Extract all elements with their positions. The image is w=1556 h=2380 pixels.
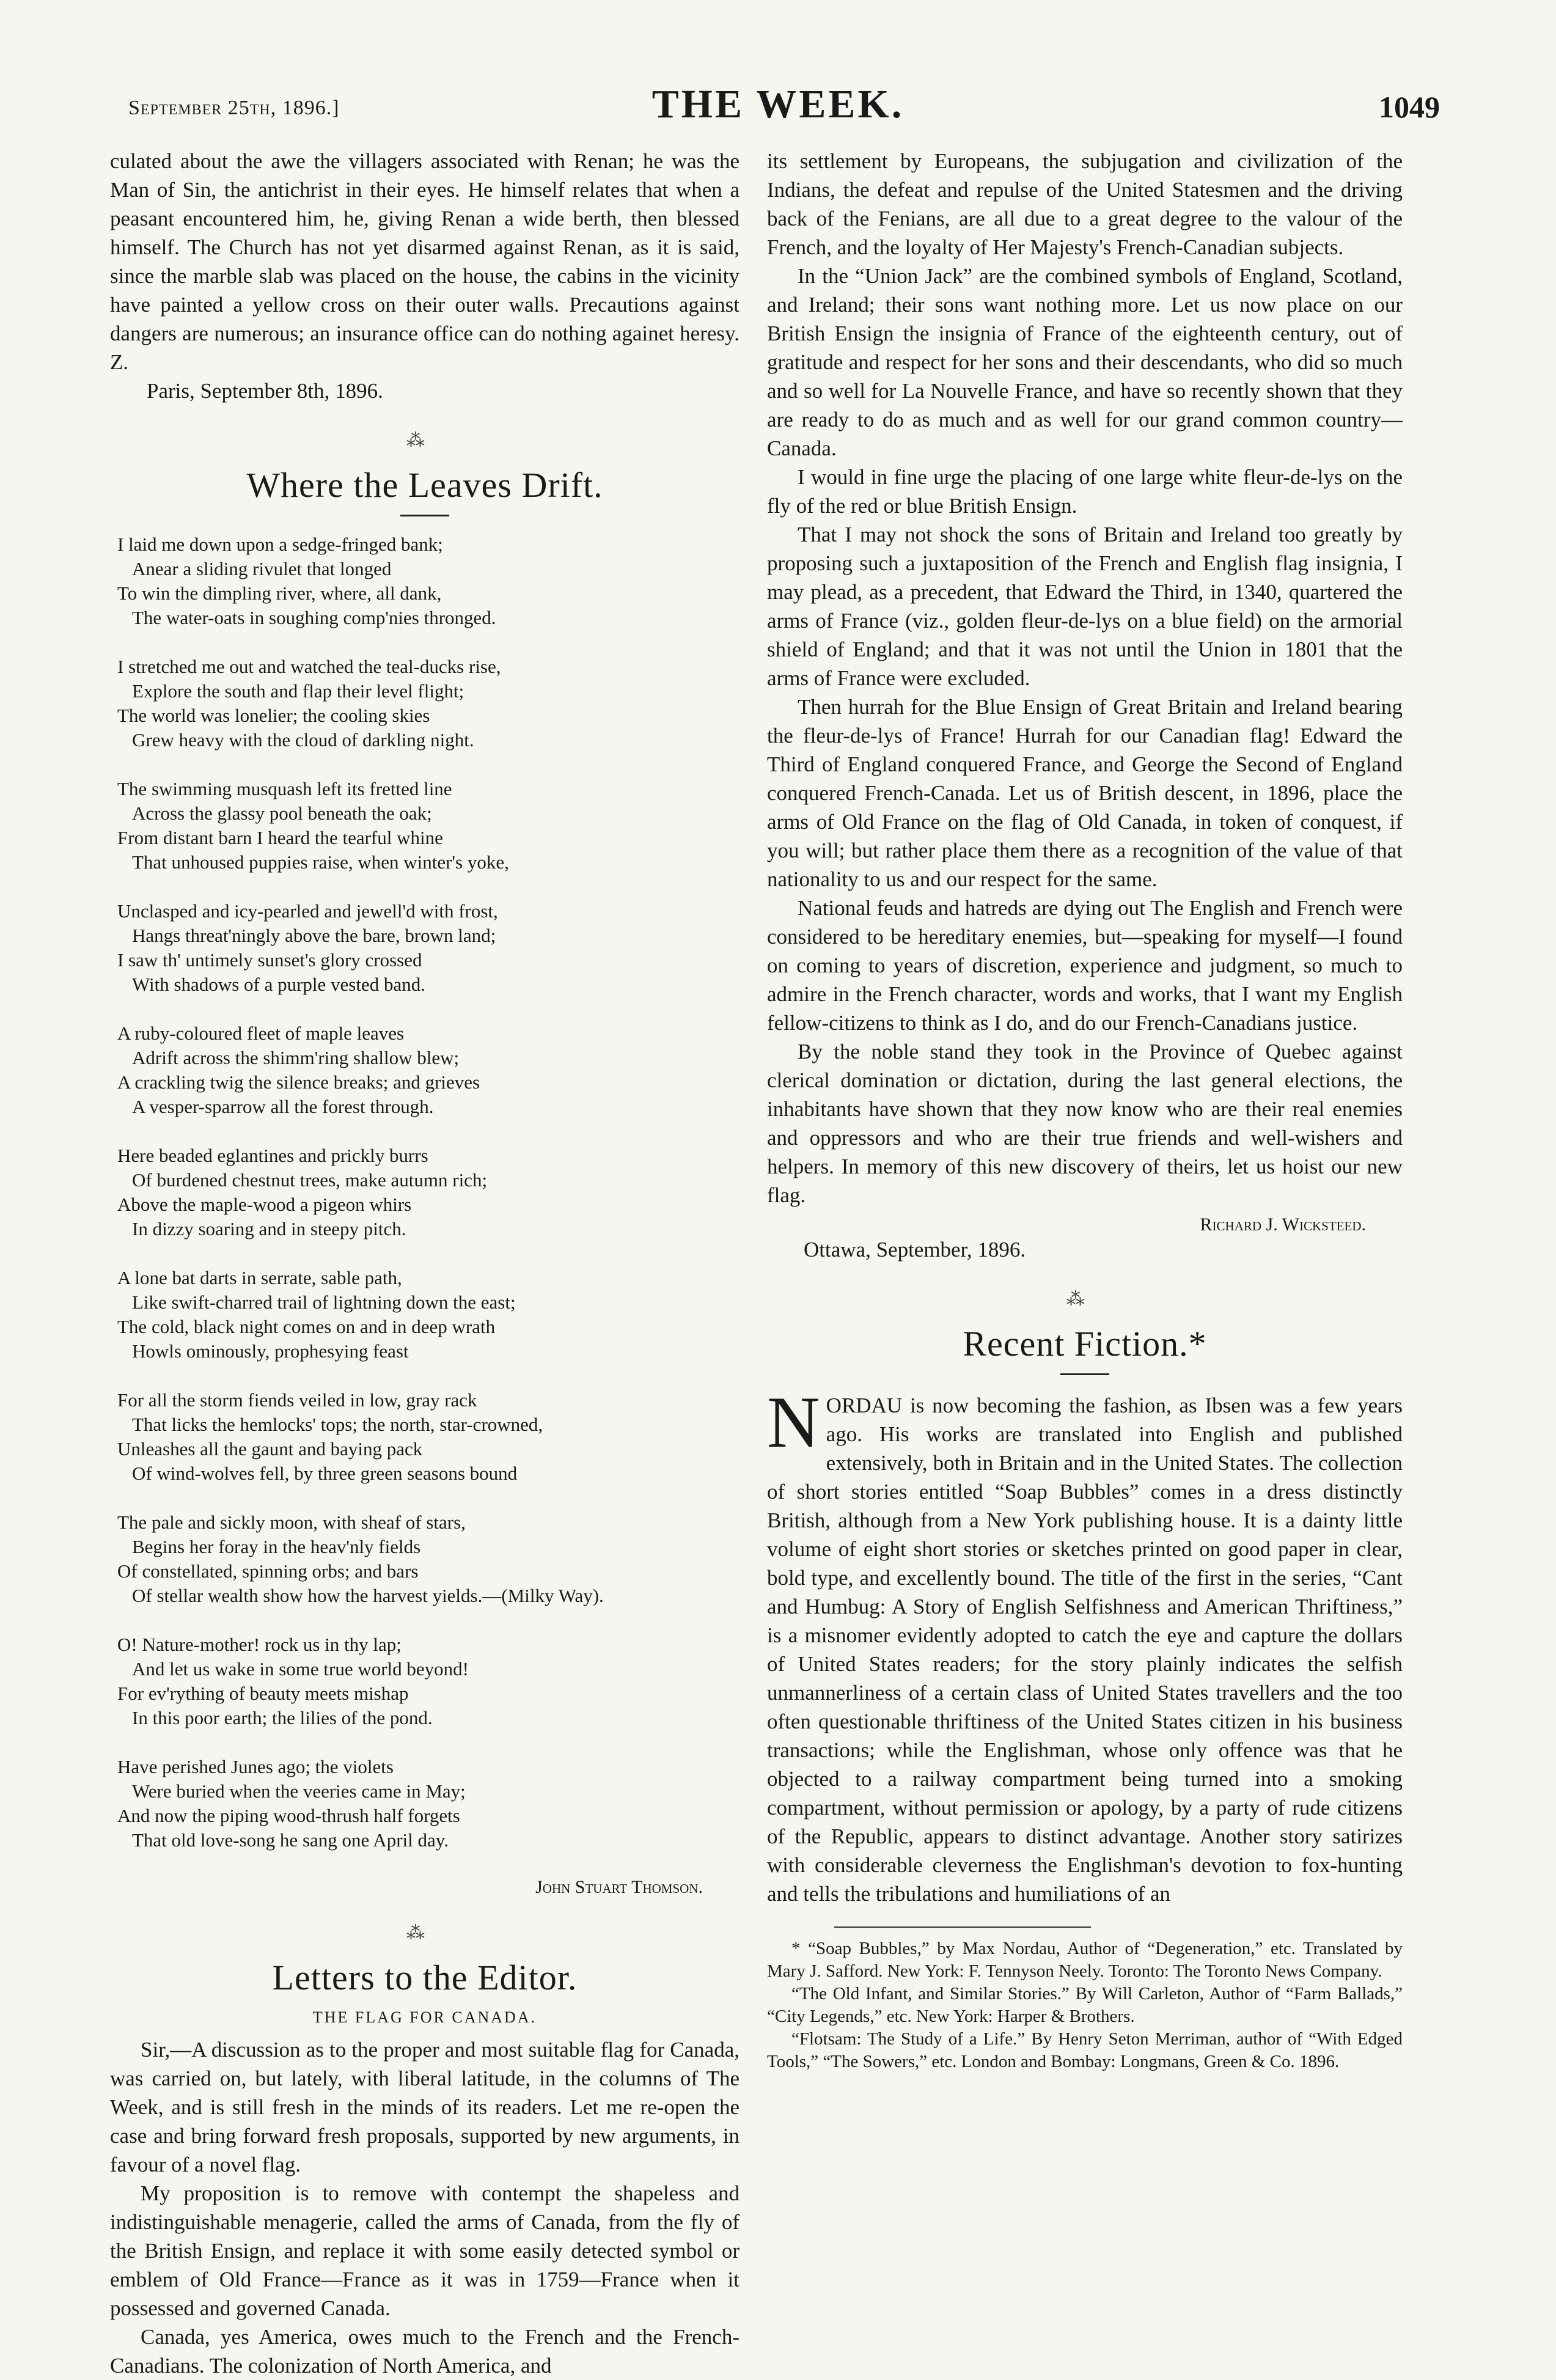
left-column bbox=[110, 147, 739, 2380]
letter-paragraph: My proposition is to remove with contempt the shapeless and indistinguishable menagerie, called the arms of Canada, from the fly of the British Ensign, and replace it with some easily detected symbol or emblem of Old France—France as it was in 1759—France when it possessed and governed Canada. bbox=[110, 2181, 739, 2320]
section-divider: ⁂ bbox=[406, 1923, 443, 1943]
poem-line: A ruby-coloured fleet of maple leaves bbox=[117, 1023, 405, 1044]
poem-line: A crackling twig the silence breaks; and grieves bbox=[117, 1071, 480, 1093]
poem-line: A vesper-sparrow all the forest through. bbox=[132, 1096, 434, 1117]
page-header bbox=[110, 78, 1446, 133]
poem-author: John Stuart Thomson. bbox=[535, 1877, 703, 1897]
poem-line: Were buried when the veeries came in May; bbox=[132, 1780, 466, 1802]
poem-line: The water-oats in soughing comp'nies thronged. bbox=[132, 607, 496, 628]
title-rule bbox=[400, 515, 449, 516]
poem-line: Adrift across the shimm'ring shallow blew; bbox=[132, 1047, 460, 1068]
footnote: “The Old Infant, and Similar Stories.” By Will Carleton, Author of “Farm Ballads,” “City Legends,” etc. New York: Harper & Brothers. bbox=[767, 1984, 1403, 2026]
poem-line: To win the dimpling river, where, all dank, bbox=[117, 582, 442, 604]
poem-line: A lone bat darts in serrate, sable path, bbox=[117, 1267, 402, 1288]
poem-line: In this poor earth; the lilies of the pond. bbox=[132, 1707, 433, 1728]
poem-line: Of wind-wolves fell, by three green seasons bound bbox=[132, 1463, 518, 1484]
intro-paragraph: culated about the awe the villagers associated with Renan; he was the Man of Sin, the antichrist in their eyes. He himself relates that when a peasant encountered him, he, giving Renan a wide berth, then blessed himself. The Church has not yet disarmed against Renan, as it is said, since the marble slab was placed on the house, the cabins in the vicinity have painted a yellow cross on their outer walls. Precautions against dangers are numerous; an insurance office can do nothing againet heresy. Z. bbox=[110, 149, 739, 374]
poem-line: Across the glassy pool beneath the oak; bbox=[132, 803, 432, 824]
poem-title: Where the Leaves Drift. bbox=[246, 465, 603, 505]
poem-line: Howls ominously, prophesying feast bbox=[132, 1340, 409, 1362]
poem-line: Of stellar wealth show how the harvest yields.—(Milky Way). bbox=[132, 1585, 604, 1606]
letter-signature: Richard J. Wicksteed. bbox=[1200, 1214, 1366, 1235]
page-number: 1049 bbox=[1379, 90, 1440, 124]
fiction-paragraph bbox=[767, 1381, 1403, 1908]
letter-paragraph: By the noble stand they took in the Province of Quebec against clerical domination or dictation, during the last general elections, the inhabitants have shown that they now know who are their real enemies and oppressors and who are their true friends and well-wishers and helpers. In memory of this new discovery of theirs, let us hoist our new flag. bbox=[767, 1040, 1403, 1207]
footnote: “Flotsam: The Study of a Life.” By Henry Seton Merriman, author of “With Edged Tools,” “The Sowers,” etc. London and Bombay: Longmans, Green & Co. 1896. bbox=[767, 2029, 1403, 2071]
letters-title: Letters to the Editor. bbox=[272, 1958, 578, 1997]
letter-paragraph: National feuds and hatreds are dying out The English and French were considered to be hereditary enemies, but—speaking for myself—I found on coming to years of discretion, experience and judgment, so much to admire in the French character, words and works, that I want my English fellow-citizens to think as I do, and do our French-Canadians justice. bbox=[767, 896, 1403, 1035]
masthead-title: THE WEEK. bbox=[651, 82, 905, 127]
fiction-text: ORDAU is now becoming the fashion, as Ibsen was a few years ago. His works are translated into English and published extensively, both in Britain and in the United States. The collection of short stories entitled “Soap Bubbles” comes in a dress distinctly British, although from a New York publishing house. It is a dainty little volume of eight short stories or sketches printed on good paper in clear, bold type, and excellently bound. The title of the first in the series, “Cant and Humbug: A Story of English Selfishness and American Thriftiness,” is a misnomer evidently adopted to catch the eye and capture the dollars of United States readers; for the story plainly indicates the selfish unmannerliness of a certain class of United States travellers and the too often questionable thriftiness of the United States citizen in his business transactions; while the Englishman, whose only offence was that he objected to a railway compartment being turned into a smoking compartment, without permission or apology, by a party of rude citizens of the Republic, appears to distinct advantage. Another story satirizes with considerable cleverness the Englishman's devotion to fox-hunting and tells the tribulations and humiliations of an bbox=[767, 1394, 1403, 1906]
title-rule bbox=[1060, 1373, 1109, 1375]
poem-stanza bbox=[117, 1633, 739, 1730]
poem-line: The swimming musquash left its fretted line bbox=[117, 778, 452, 799]
poem-stanza bbox=[117, 532, 739, 630]
letter-paragraph: Then hurrah for the Blue Ensign of Great Britain and Ireland bearing the fleur-de-lys of France! Hurrah for our Canadian flag! Edward the Third of England conquered France, and George the Second of England conquered French-Canada. Let us of British descent, in 1896, place the arms of Old France on the flag of Old Canada, in token of conquest, if you will; but rather place them there as a recognition of the value of that nationality to us and our respect for the same. bbox=[767, 695, 1403, 891]
letter-paragraph: I would in fine urge the placing of one large white fleur-de-lys on the fly of the red or blue British Ensign. bbox=[767, 465, 1403, 518]
paris-dateline: Paris, September 8th, 1896. bbox=[147, 379, 383, 403]
poem-line: Like swift-charred trail of lightning down the east; bbox=[132, 1291, 516, 1313]
header-date: September 25th, 1896.] bbox=[128, 97, 340, 119]
section-divider: ⁂ bbox=[406, 430, 443, 450]
poem-stanza bbox=[117, 1510, 739, 1608]
poem-line: Here beaded eglantines and prickly burrs bbox=[117, 1145, 428, 1166]
poem-line: That old love-song he sang one April day. bbox=[132, 1829, 449, 1851]
poem-stanza bbox=[117, 655, 739, 752]
poem-stanza bbox=[117, 1144, 739, 1241]
poem-line: The pale and sickly moon, with sheaf of stars, bbox=[117, 1511, 466, 1533]
poem-body bbox=[110, 532, 739, 1853]
poem-line: With shadows of a purple vested band. bbox=[132, 974, 426, 995]
poem-stanza bbox=[117, 1388, 739, 1486]
letter-paragraph: That I may not shock the sons of Britain and Ireland too greatly by proposing such a juxtaposition of the French and English flag insignia, I may plead, as a precedent, that Edward the Third, in 1340, quartered the arms of France (viz., golden fleur-de-lys on a blue field) on the armorial shield of England; and that it was not until the Union in 1801 that the arms of France were excluded. bbox=[767, 523, 1403, 690]
poem-line: O! Nature-mother! rock us in thy lap; bbox=[117, 1634, 402, 1655]
poem-line: Grew heavy with the cloud of darkling night. bbox=[132, 729, 474, 751]
ottawa-dateline: Ottawa, September, 1896. bbox=[804, 1238, 1026, 1262]
section-divider: ⁂ bbox=[1066, 1289, 1103, 1309]
poem-line: Explore the south and flap their level flight; bbox=[132, 680, 464, 702]
poem-line: Of constellated, spinning orbs; and bars bbox=[117, 1560, 419, 1582]
poem-line: The cold, black night comes on and in deep wrath bbox=[117, 1316, 496, 1337]
poem-line: In dizzy soaring and in steepy pitch. bbox=[132, 1218, 406, 1240]
poem-line: Of burdened chestnut trees, make autumn rich; bbox=[132, 1169, 488, 1191]
poem-line: And now the piping wood-thrush half forgets bbox=[117, 1805, 460, 1826]
poem-line: Unleashes all the gaunt and baying pack bbox=[117, 1438, 423, 1460]
poem-line: From distant barn I heard the tearful whine bbox=[117, 827, 443, 848]
letter-subhead: THE FLAG FOR CANADA. bbox=[312, 2008, 537, 2026]
letter-paragraph: Canada, yes America, owes much to the French and the French-Canadians. The colonization of North America, and bbox=[110, 2325, 739, 2378]
poem-line: That licks the hemlocks' tops; the north, star-crowned, bbox=[132, 1414, 543, 1435]
right-column bbox=[767, 147, 1403, 2073]
poem-line: I saw th' untimely sunset's glory crossed bbox=[117, 949, 422, 971]
poem-line: The world was lonelier; the cooling skies bbox=[117, 705, 430, 726]
poem-stanza bbox=[117, 1755, 739, 1853]
fiction-title: Recent Fiction.* bbox=[963, 1324, 1207, 1364]
poem-line: Begins her foray in the heav'nly fields bbox=[132, 1536, 421, 1557]
poem-line: Anear a sliding rivulet that longed bbox=[132, 558, 392, 579]
footnote: * “Soap Bubbles,” by Max Nordau, Author of “Degeneration,” etc. Translated by Mary J. Safford. New York: F. Tennyson Neely. Toronto: The Toronto News Company. bbox=[767, 1939, 1403, 1981]
poem-line: That unhoused puppies raise, when winter's yoke, bbox=[132, 851, 509, 873]
footnote-rule bbox=[834, 1926, 1091, 1928]
poem-stanza bbox=[117, 1021, 739, 1119]
poem-line: Hangs threat'ningly above the bare, brown land; bbox=[132, 925, 496, 946]
poem-line: I laid me down upon a sedge-fringed bank; bbox=[117, 534, 443, 555]
poem-stanza bbox=[117, 1266, 739, 1364]
drop-cap: N bbox=[767, 1381, 820, 1463]
letter-paragraph: In the “Union Jack” are the combined symbols of England, Scotland, and Ireland; their sons want nothing more. Let us now place on our British Ensign the insignia of France of the eighteenth century, out of gratitude and respect for her sons and their descendants, who did so much and so well for La Nouvelle France, and have so recently shown that they are ready to do as much and as well for our grand common country—Canada. bbox=[767, 264, 1403, 460]
poem-line: And let us wake in some true world beyond! bbox=[132, 1658, 469, 1680]
poem-stanza bbox=[117, 899, 739, 997]
poem-line: Have perished Junes ago; the violets bbox=[117, 1756, 394, 1777]
poem-line: I stretched me out and watched the teal-ducks rise, bbox=[117, 656, 501, 677]
poem-line: Above the maple-wood a pigeon whirs bbox=[117, 1194, 412, 1215]
poem-line: For all the storm fiends veiled in low, gray rack bbox=[117, 1389, 477, 1411]
letter-paragraph: Sir,—A discussion as to the proper and most suitable flag for Canada, was carried on, but lately, with liberal latitude, in the columns of The Week, and is still fresh in the minds of its readers. Let me re-open the case and bring forward fresh proposals, supported by new arguments, in favour of a novel flag. bbox=[110, 2038, 739, 2176]
poem-stanza bbox=[117, 777, 739, 875]
poem-line: For ev'rything of beauty meets mishap bbox=[117, 1683, 409, 1704]
letter-paragraph: its settlement by Europeans, the subjugation and civilization of the Indians, the defeat and repulse of the United Statesmen and the driving back of the Fenians, are all due to a great degree to the valour of the French, and the loyalty of Her Majesty's French-Canadian subjects. bbox=[767, 149, 1403, 259]
poem-line: Unclasped and icy-pearled and jewell'd with frost, bbox=[117, 900, 498, 922]
